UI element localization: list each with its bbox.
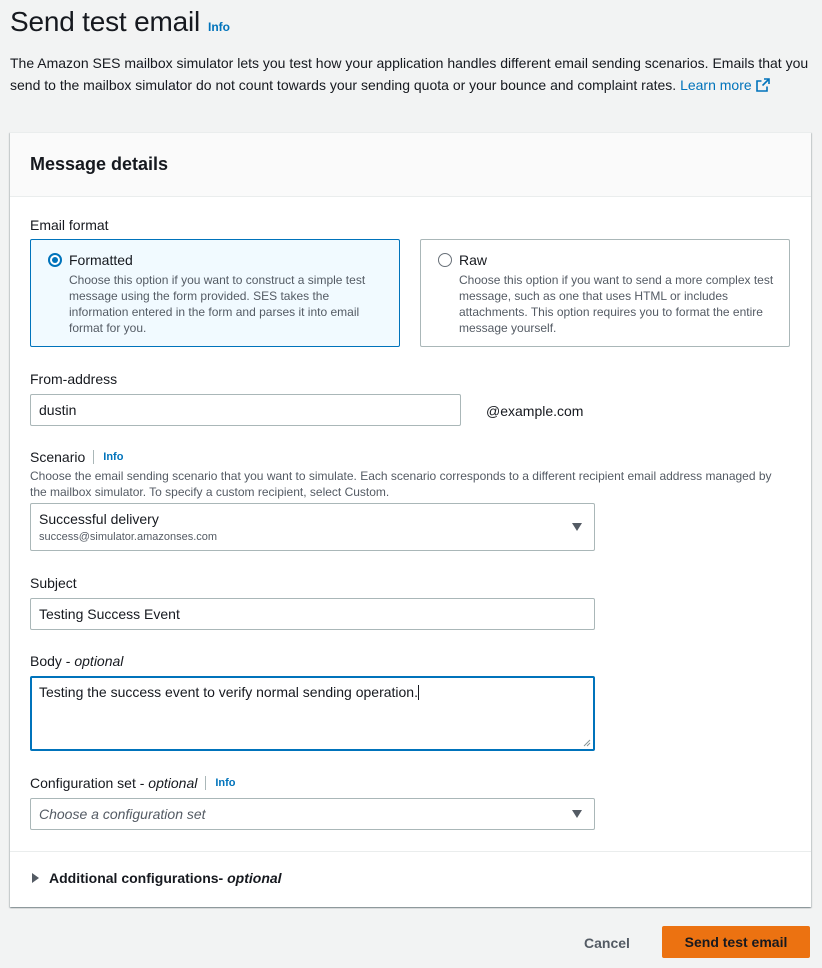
- scenario-selected: Successful delivery: [39, 511, 159, 527]
- learn-more-link[interactable]: Learn more: [680, 77, 770, 93]
- raw-title: Raw: [459, 252, 488, 268]
- subject-input[interactable]: Testing Success Event: [30, 598, 595, 630]
- from-address-label: From-address: [30, 371, 118, 387]
- cancel-button[interactable]: Cancel: [584, 935, 630, 951]
- from-address-input[interactable]: dustin: [30, 394, 461, 426]
- resize-grip-icon[interactable]: [583, 739, 591, 747]
- page-description: [10, 52, 812, 96]
- chevron-down-icon: [572, 810, 582, 818]
- radio-formatted[interactable]: [48, 253, 62, 267]
- label-divider: [205, 776, 206, 790]
- scenario-selected-detail: success@simulator.amazonses.com: [39, 531, 218, 543]
- formatted-title: Formatted: [69, 252, 133, 268]
- page-header: [10, 6, 812, 96]
- description-text: The Amazon SES mailbox simulator lets you test how your application handles different email sending scenarios. Emails that you send to the mailbox simulator do not count towards your sending quota or your bounce and complaint rates.: [10, 55, 809, 93]
- subject-label: Subject: [30, 575, 77, 591]
- from-address-domain: @example.com: [486, 403, 584, 419]
- section-divider: [10, 851, 811, 852]
- raw-description: Choose this option if you want to send a more complex test message, such as one that uses HTML or includes attachments. This option requires you to format the entire message yourself.: [459, 273, 774, 335]
- scenario-hint: Choose the email sending scenario that you want to simulate. Each scenario corresponds to a different recipient email address managed by the mailbox simulator. To specify a custom recipient, select Custom.: [30, 469, 772, 499]
- chevron-down-icon: [572, 523, 582, 531]
- body-label: Body - optional: [30, 653, 124, 669]
- text-cursor: [418, 685, 419, 700]
- info-link[interactable]: Info: [208, 20, 230, 34]
- send-test-email-button[interactable]: Send test email: [662, 926, 810, 958]
- scenario-label-row: [30, 449, 123, 465]
- body-textarea[interactable]: [30, 676, 595, 751]
- config-set-label-row: [30, 775, 236, 791]
- config-set-optional: optional: [148, 775, 198, 791]
- panel-header: [10, 133, 811, 197]
- scenario-info-link[interactable]: Info: [103, 451, 124, 463]
- panel-title: Message details: [30, 154, 169, 174]
- scenario-label: Scenario: [30, 449, 86, 465]
- additional-configurations-label: Additional configurations- optional: [49, 870, 282, 886]
- config-set-label: Configuration set -: [30, 775, 145, 791]
- body-text: Testing the success event to verify normal sending operation.: [39, 684, 418, 700]
- radio-raw[interactable]: [438, 253, 452, 267]
- email-format-label: Email format: [30, 217, 109, 233]
- format-option-formatted[interactable]: [30, 239, 400, 347]
- format-option-raw[interactable]: [420, 239, 790, 347]
- additional-configurations-toggle[interactable]: [32, 870, 282, 886]
- scenario-select[interactable]: [30, 503, 595, 551]
- external-link-icon: [756, 78, 770, 92]
- message-details-panel: [10, 132, 811, 907]
- config-set-select[interactable]: [30, 798, 595, 830]
- formatted-description: Choose this option if you want to construct a simple test message using the form provided. SES takes the information entered in the form and parses it into email format for you.: [69, 273, 366, 335]
- caret-right-icon: [32, 873, 39, 883]
- config-set-info-link[interactable]: Info: [215, 777, 236, 789]
- config-set-placeholder: Choose a configuration set: [39, 806, 206, 822]
- page-title: Send test email: [10, 6, 200, 37]
- label-divider: [93, 450, 94, 464]
